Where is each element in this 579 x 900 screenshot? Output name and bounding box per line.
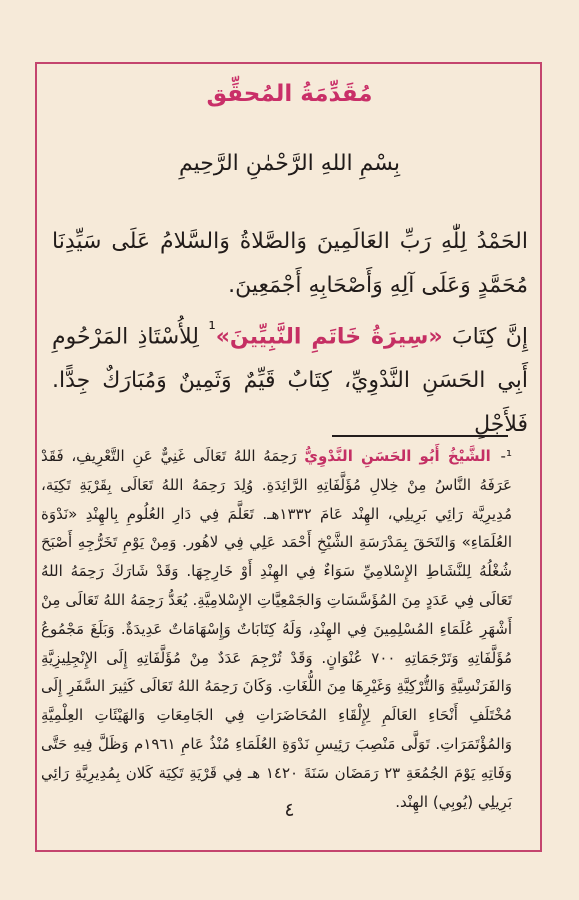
footnote-divider — [332, 435, 508, 437]
intro-text-before-title: إِنَّ كِتَابَ — [442, 324, 528, 350]
footnote-body-text: رَحِمَهُ اللهُ تَعَالَى غَنِيٌّ عَنِ التَّعْرِيفِ، فَقَدْ عَرَفَهُ النَّاسُ مِنْ خِلالِ مُؤَلَّفَاتِهِ الرَّائِدَةِ. وُلِدَ رَحِمَهُ اللهُ تَعَالَى بِقَرْيَةِ تَكِيَة، مُدِيرِيَّة رَائِي بَرِيلِي، الهِنْد عَامَ ١٣٣٢هـ. تَعَلَّمَ فِي دَارِ العُلُومِ بِالهِنْدِ «نَدْوَة العُلَمَاءِ» وَالتَحَقَ بِمَدْرَسَةِ الشَّيْخِ أَحْمَد عَلِي فِي لاهُور. وَمِنْ يَوْمِ تَخَرُّجِهِ أَصْبَحَ شُغْلُهُ لِلنَّشَاطِ الإِسْلامِيِّ سَوَاءٌ فِي الهِنْدِ أَوْ خَارِجِهَا. وَقَدْ شَارَكَ رَحِمَهُ اللهُ تَعَالَى فِي عَدَدٍ مِنَ المُؤَسَّسَاتِ وَالجَمْعِيَّاتِ الإِسْلامِيَّةِ. يُعَدُّ رَحِمَهُ اللهُ تَعَالَى مِنْ أَشْهَرِ عُلَمَاءِ المُسْلِمِينَ فِي الهِنْدِ، وَلَهُ كِتَابَاتٌ وَإِسْهَامَاتٌ عَدِيدَةٌ. وَبَلَغَ مَجْمُوعُ مُؤَلَّفَاتِهِ وَتَرْجَمَاتِهِ ٧٠٠ عُنْوَانٍ. وَقَدْ تُرْجِمَ عَدَدٌ مِنْ مُؤَلَّفَاتِهِ إِلَى الإِنْجِلِيزِيَّةِ وَالفَرَنْسِيَّةِ وَالتُّرْكِيَّةِ وَغَيْرِهَا مِنَ اللُّغَاتِ. وَكَانَ رَحِمَهُ اللهُ تَعَالَى كَثِيرَ السَّفَرِ إِلَى مُخْتَلَفِ أَنْحَاءِ العَالَمِ لِإِلْقَاءِ المُحَاضَرَاتِ فِي الجَامِعَاتِ وَالهَيْئَاتِ العِلْمِيَّةِ وَالمُؤْتَمَرَاتِ. تَوَلَّى مَنْصِبَ رَئِيسِ نَدْوَةِ العُلَمَاءِ مُنْذُ عَامِ ١٩٦١م وَظَلَّ فِيهِ حَتَّى وَفَاتِهِ يَوْمَ الجُمُعَةِ ٢٣ رَمَضَان سَنَةَ ١٤٢٠ هـ فِي قَرْيَةِ تَكِيَة كَلان بِمُدِيرِيَّةِ رَائِي بَرِيلِي (يُوبِي) الهِنْد. — [41, 447, 512, 811]
book-title: «سِيرَةُ خَاتَمِ النَّبِيِّينَ» — [215, 324, 443, 350]
footnote-person-name: الشَّيْخُ أَبُو الحَسَنِ النَّدْوِيُّ — [304, 447, 491, 465]
footnote-reference-marker: ¹ — [208, 319, 216, 340]
main-text-block — [52, 220, 528, 447]
page-number: ٤ — [284, 799, 295, 821]
page-heading: مُقَدِّمَةُ المُحقِّق — [206, 81, 373, 107]
footnote-marker: ¹- — [500, 447, 512, 465]
opening-paragraph: الحَمْدُ لِلّٰهِ رَبِّ العَالَمِينَ وَالصَّلاةُ وَالسَّلامُ عَلَى سَيِّدِنَا مُحَمَّدٍ وَعَلَى آلِهِ وَأَصْحَابِهِ أَجْمَعِينَ. — [52, 229, 528, 298]
basmala-line: بِسْمِ اللهِ الرَّحْمٰنِ الرَّحِيمِ — [178, 151, 401, 176]
intro-text-after-title: لِلأُسْتَاذِ المَرْحُومِ أَبِي الحَسَنِ النَّدْوِيِّ، كِتَابٌ قَيِّمٌ وَثَمِينٌ وَمُبَارَكٌ جِدًّا. فَلأَجْلِ — [52, 324, 528, 438]
book-intro-paragraph — [52, 308, 528, 447]
footnote-block — [41, 442, 512, 816]
